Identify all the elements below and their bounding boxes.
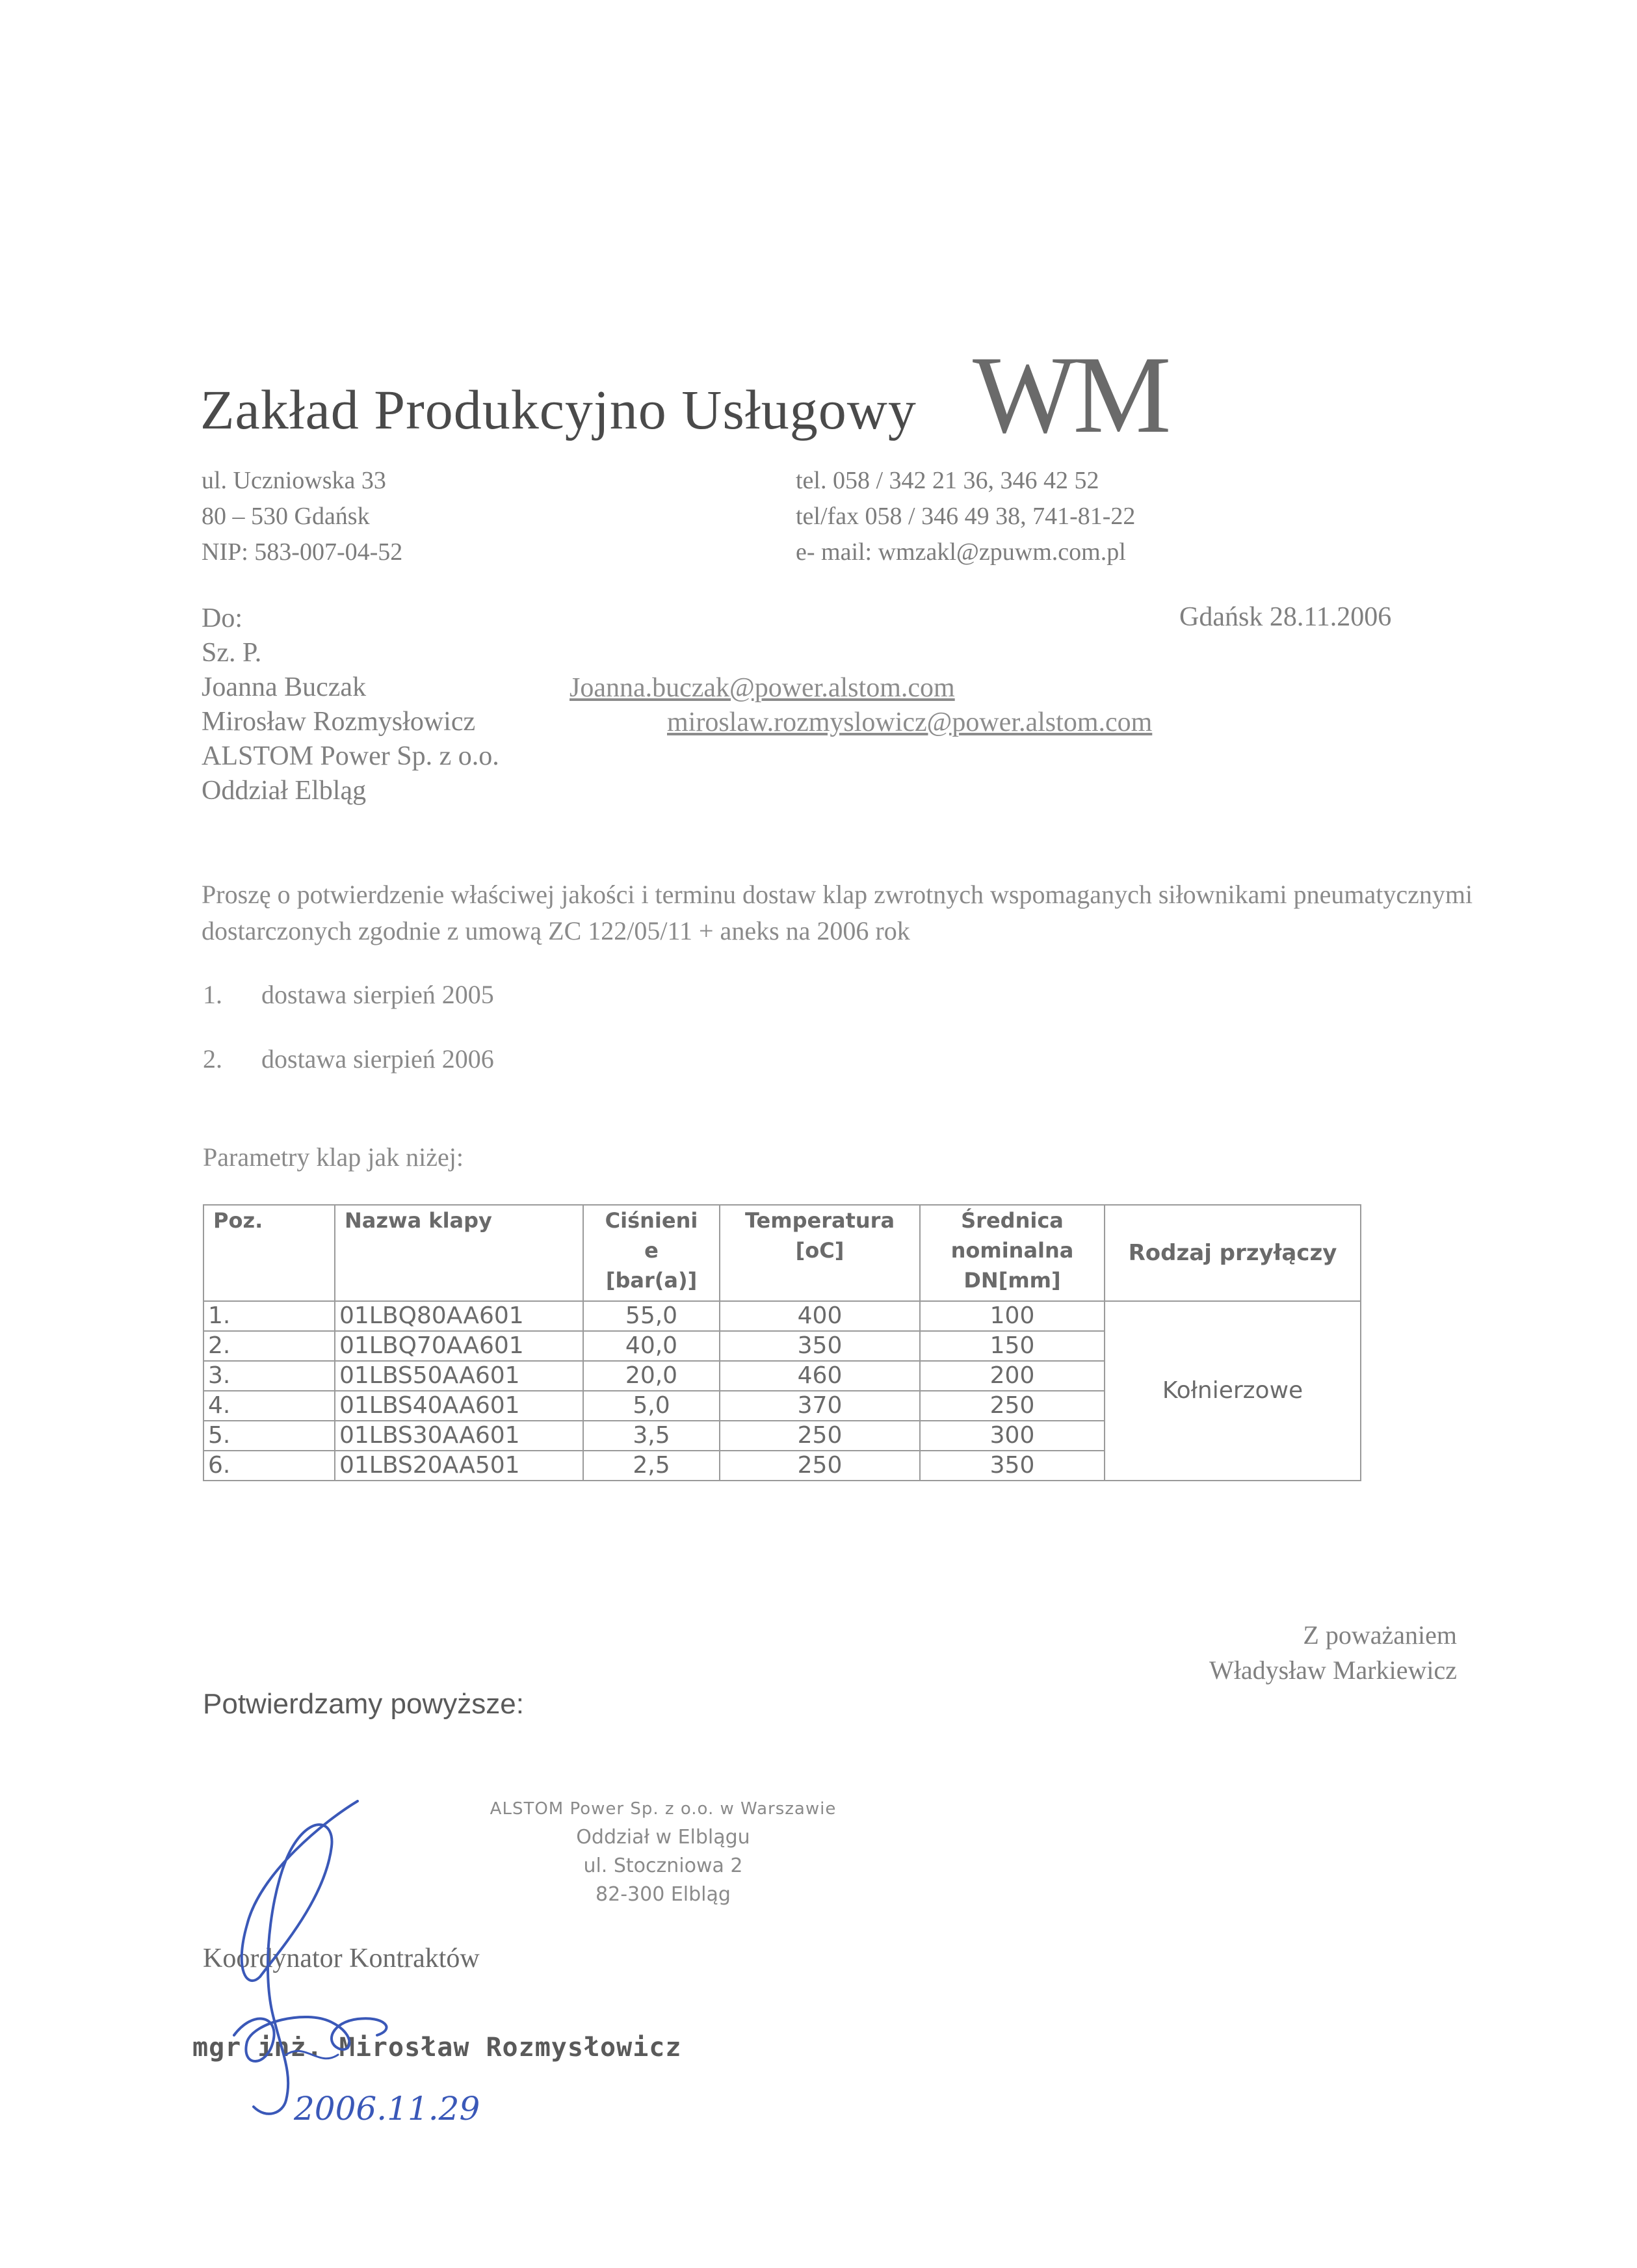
cell-temperatura: 370: [720, 1391, 920, 1421]
header-rodzaj: Rodzaj przyłączy: [1105, 1205, 1361, 1301]
cell-cisnienie: 20,0: [583, 1361, 720, 1391]
cell-nazwa: 01LBS30AA601: [335, 1421, 583, 1451]
email-link-rozmyslowicz[interactable]: miroslaw.rozmyslowicz@power.alstom.com: [667, 707, 1153, 737]
list-number: 1.: [203, 980, 222, 1009]
cell-srednica: 200: [920, 1361, 1105, 1391]
cell-temperatura: 460: [720, 1361, 920, 1391]
list-text: dostawa sierpień 2006: [261, 1044, 494, 1074]
list-text: dostawa sierpień 2005: [261, 980, 494, 1009]
stamp-title: Koordynator Kontraktów: [203, 1944, 480, 1973]
stamp-line: 82-300 Elbląg: [596, 1883, 731, 1906]
fax-line: tel/fax 058 / 346 49 38, 741-81-22: [796, 503, 1136, 530]
handwritten-signature: [163, 1795, 527, 2133]
recipient-line: Sz. P.: [202, 638, 262, 668]
body-paragraph: Proszę o potwierdzenie właściwej jakości i terminu dostaw klap zwrotnych wspomaganych siłownikami pneumatycznymi dostarczonych zgodnie z umową ZC 122/05/11 + aneks na 2006 rok: [202, 880, 1473, 945]
cell-poz: 1.: [203, 1301, 335, 1331]
recipient-line: Joanna Buczak: [202, 672, 367, 702]
cell-rodzaj: Kołnierzowe: [1105, 1301, 1361, 1481]
cell-temperatura: 400: [720, 1301, 920, 1331]
list-item: [203, 1044, 494, 1074]
table-row: [203, 1301, 1361, 1331]
cell-poz: 4.: [203, 1391, 335, 1421]
cell-cisnienie: 2,5: [583, 1451, 720, 1481]
address-street: ul. Uczniowska 33: [202, 467, 386, 494]
recipient-block: [202, 601, 499, 808]
recipient-emails: [570, 671, 1152, 740]
cell-nazwa: 01LBQ80AA601: [335, 1301, 583, 1331]
header-nazwa: Nazwa klapy: [335, 1205, 583, 1301]
cell-temperatura: 250: [720, 1451, 920, 1481]
cell-poz: 6.: [203, 1451, 335, 1481]
params-label: Parametry klap jak niżej:: [203, 1142, 464, 1172]
cell-poz: 2.: [203, 1331, 335, 1361]
email-line: e- mail: wmzakl@zpuwm.com.pl: [796, 538, 1126, 566]
recipient-line: Mirosław Rozmysłowicz: [202, 707, 476, 737]
address-left: [202, 463, 402, 570]
recipient-line: ALSTOM Power Sp. z o.o.: [202, 741, 499, 771]
cell-temperatura: 350: [720, 1331, 920, 1361]
stamp-line: Oddział w Elblągu: [576, 1826, 750, 1849]
regards-block: [1209, 1618, 1457, 1688]
header-cisnienie: Ciśnieni e [bar(a)]: [583, 1205, 720, 1301]
email-link-buczak[interactable]: Joanna.buczak@power.alstom.com: [570, 673, 955, 703]
list-number: 2.: [203, 1044, 222, 1074]
cell-srednica: 350: [920, 1451, 1105, 1481]
valves-table: [203, 1204, 1361, 1481]
stamp-name: mgr inż. Mirosław Rozmysłowicz: [192, 2033, 682, 2063]
cell-srednica: 300: [920, 1421, 1105, 1451]
cell-poz: 5.: [203, 1421, 335, 1451]
cell-srednica: 250: [920, 1391, 1105, 1421]
header-temperatura: Temperatura [oC]: [720, 1205, 920, 1301]
recipient-line: Oddział Elbląg: [202, 776, 367, 806]
cell-poz: 3.: [203, 1361, 335, 1391]
cell-temperatura: 250: [720, 1421, 920, 1451]
letter-date: Gdańsk 28.11.2006: [1179, 602, 1392, 632]
confirmation-label: Potwierdzamy powyższe:: [203, 1688, 524, 1720]
company-logo: WM: [973, 334, 1168, 456]
company-stamp: [481, 1795, 845, 1909]
stamp-line: ALSTOM Power Sp. z o.o. w Warszawie: [490, 1799, 837, 1819]
cell-nazwa: 01LBS40AA601: [335, 1391, 583, 1421]
cell-cisnienie: 3,5: [583, 1421, 720, 1451]
cell-nazwa: 01LBS20AA501: [335, 1451, 583, 1481]
regards-line: Z poważaniem: [1303, 1620, 1457, 1650]
phone-line: tel. 058 / 342 21 36, 346 42 52: [796, 467, 1099, 494]
cell-cisnienie: 40,0: [583, 1331, 720, 1361]
cell-srednica: 150: [920, 1331, 1105, 1361]
header-srednica: Średnica nominalna DN[mm]: [920, 1205, 1105, 1301]
cell-cisnienie: 5,0: [583, 1391, 720, 1421]
cell-srednica: 100: [920, 1301, 1105, 1331]
address-city: 80 – 530 Gdańsk: [202, 503, 370, 530]
table-header-row: [203, 1205, 1361, 1301]
cell-cisnienie: 55,0: [583, 1301, 720, 1331]
address-nip: NIP: 583-007-04-52: [202, 538, 403, 566]
address-right: [796, 463, 1135, 570]
recipient-line: Do:: [202, 603, 242, 633]
company-name: Zakład Produkcyjno Usługowy: [200, 378, 917, 441]
signatory-name: Władysław Markiewicz: [1209, 1655, 1457, 1685]
signature-date: 2006.11.29: [294, 2090, 480, 2128]
cell-nazwa: 01LBQ70AA601: [335, 1331, 583, 1361]
header-poz: Poz.: [203, 1205, 335, 1301]
stamp-line: ul. Stoczniowa 2: [583, 1854, 743, 1877]
cell-nazwa: 01LBS50AA601: [335, 1361, 583, 1391]
list-item: [203, 979, 494, 1010]
